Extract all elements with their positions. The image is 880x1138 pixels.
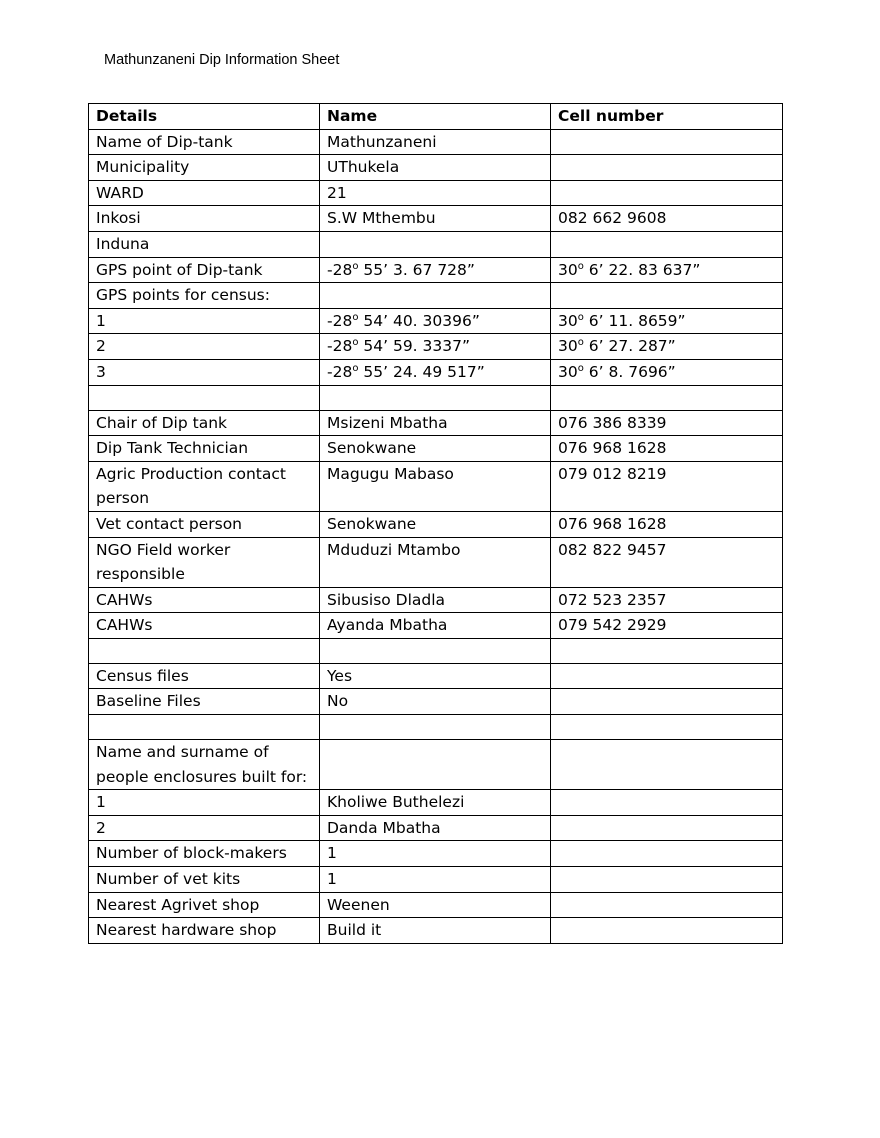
cell-number-cell <box>551 790 783 816</box>
cell-number-cell <box>551 892 783 918</box>
table-row <box>89 790 783 816</box>
details-cell: Inkosi <box>89 206 320 232</box>
dip-information-table <box>88 103 783 944</box>
name-cell: Msizeni Mbatha <box>320 410 551 436</box>
details-cell: CAHWs <box>89 613 320 639</box>
details-cell: NGO Field worker responsible <box>89 537 320 587</box>
cell-number-cell: 30$^o$ 6’ 27. 287” <box>551 334 783 360</box>
cell-number-cell: 072 523 2357 <box>551 587 783 613</box>
name-cell: UThukela <box>320 155 551 181</box>
cell-number-cell <box>551 663 783 689</box>
details-cell: Nearest Agrivet shop <box>89 892 320 918</box>
name-cell: Mduduzi Mtambo <box>320 537 551 587</box>
details-cell: 1 <box>89 790 320 816</box>
table-row <box>89 155 783 181</box>
column-header-name: Name <box>320 104 551 130</box>
table-body <box>89 129 783 943</box>
details-cell: CAHWs <box>89 587 320 613</box>
name-cell: Build it <box>320 918 551 944</box>
cell-number-cell: 30$^o$ 6’ 8. 7696” <box>551 359 783 385</box>
table-row <box>89 841 783 867</box>
table-row <box>89 436 783 462</box>
details-cell <box>89 638 320 663</box>
details-cell: Nearest hardware shop <box>89 918 320 944</box>
table-row <box>89 385 783 410</box>
details-cell: GPS point of Dip-tank <box>89 257 320 283</box>
table-row <box>89 613 783 639</box>
name-cell <box>320 385 551 410</box>
table-row <box>89 892 783 918</box>
name-cell: Senokwane <box>320 511 551 537</box>
table-row <box>89 410 783 436</box>
details-cell: GPS points for census: <box>89 283 320 309</box>
details-cell: Vet contact person <box>89 511 320 537</box>
document-title: Mathunzaneni Dip Information Sheet <box>104 52 340 68</box>
cell-number-cell <box>551 638 783 663</box>
cell-number-cell <box>551 740 783 790</box>
table-row <box>89 715 783 740</box>
name-cell: Senokwane <box>320 436 551 462</box>
cell-number-cell <box>551 841 783 867</box>
details-cell: Dip Tank Technician <box>89 436 320 462</box>
name-cell: No <box>320 689 551 715</box>
details-cell: Induna <box>89 231 320 257</box>
details-cell: 1 <box>89 308 320 334</box>
table-row <box>89 689 783 715</box>
details-cell: 2 <box>89 815 320 841</box>
details-cell: Number of block-makers <box>89 841 320 867</box>
cell-number-cell: 082 662 9608 <box>551 206 783 232</box>
cell-number-cell: 079 542 2929 <box>551 613 783 639</box>
column-header-cell-number: Cell number <box>551 104 783 130</box>
cell-number-cell <box>551 715 783 740</box>
table-row <box>89 638 783 663</box>
cell-number-cell <box>551 129 783 155</box>
name-cell <box>320 283 551 309</box>
name-cell: -28$^o$ 55’ 24. 49 517” <box>320 359 551 385</box>
name-cell: -28$^o$ 54’ 40. 30396” <box>320 308 551 334</box>
table-row <box>89 511 783 537</box>
table-row <box>89 334 783 360</box>
name-cell: Sibusiso Dladla <box>320 587 551 613</box>
table-row <box>89 587 783 613</box>
name-cell: Danda Mbatha <box>320 815 551 841</box>
name-cell: -28$^o$ 54’ 59. 3337” <box>320 334 551 360</box>
name-cell <box>320 638 551 663</box>
name-cell: Weenen <box>320 892 551 918</box>
table-row <box>89 283 783 309</box>
cell-number-cell: 079 012 8219 <box>551 461 783 511</box>
cell-number-cell: 30$^o$ 6’ 11. 8659” <box>551 308 783 334</box>
table-row <box>89 815 783 841</box>
cell-number-cell: 076 386 8339 <box>551 410 783 436</box>
name-cell <box>320 740 551 790</box>
name-cell: 21 <box>320 180 551 206</box>
name-cell: 1 <box>320 867 551 893</box>
details-cell: Chair of Dip tank <box>89 410 320 436</box>
details-cell: Census files <box>89 663 320 689</box>
cell-number-cell <box>551 180 783 206</box>
cell-number-cell <box>551 689 783 715</box>
cell-number-cell: 076 968 1628 <box>551 436 783 462</box>
details-cell <box>89 715 320 740</box>
details-cell <box>89 385 320 410</box>
table-row <box>89 231 783 257</box>
name-cell: Yes <box>320 663 551 689</box>
cell-number-cell: 30$^o$ 6’ 22. 83 637” <box>551 257 783 283</box>
cell-number-cell <box>551 283 783 309</box>
details-cell: Name and surname of people enclosures built for: <box>89 740 320 790</box>
table-row <box>89 461 783 511</box>
details-cell: 3 <box>89 359 320 385</box>
cell-number-cell: 076 968 1628 <box>551 511 783 537</box>
table-row <box>89 918 783 944</box>
name-cell: S.W Mthembu <box>320 206 551 232</box>
table-row <box>89 308 783 334</box>
column-header-details: Details <box>89 104 320 130</box>
table-row <box>89 180 783 206</box>
table-row <box>89 129 783 155</box>
table-row <box>89 867 783 893</box>
table-row <box>89 740 783 790</box>
details-cell: Agric Production contact person <box>89 461 320 511</box>
cell-number-cell <box>551 155 783 181</box>
details-cell: Municipality <box>89 155 320 181</box>
cell-number-cell <box>551 918 783 944</box>
cell-number-cell <box>551 231 783 257</box>
cell-number-cell <box>551 867 783 893</box>
cell-number-cell <box>551 815 783 841</box>
table-header-row <box>89 104 783 130</box>
name-cell: -28$^o$ 55’ 3. 67 728” <box>320 257 551 283</box>
cell-number-cell: 082 822 9457 <box>551 537 783 587</box>
details-cell: Baseline Files <box>89 689 320 715</box>
table-row <box>89 537 783 587</box>
name-cell <box>320 231 551 257</box>
details-cell: WARD <box>89 180 320 206</box>
table-row <box>89 206 783 232</box>
name-cell: Ayanda Mbatha <box>320 613 551 639</box>
name-cell <box>320 715 551 740</box>
cell-number-cell <box>551 385 783 410</box>
table-row <box>89 663 783 689</box>
table-row <box>89 257 783 283</box>
name-cell: 1 <box>320 841 551 867</box>
details-cell: Name of Dip-tank <box>89 129 320 155</box>
name-cell: Mathunzaneni <box>320 129 551 155</box>
details-cell: 2 <box>89 334 320 360</box>
name-cell: Magugu Mabaso <box>320 461 551 511</box>
details-cell: Number of vet kits <box>89 867 320 893</box>
name-cell: Kholiwe Buthelezi <box>320 790 551 816</box>
table-row <box>89 359 783 385</box>
